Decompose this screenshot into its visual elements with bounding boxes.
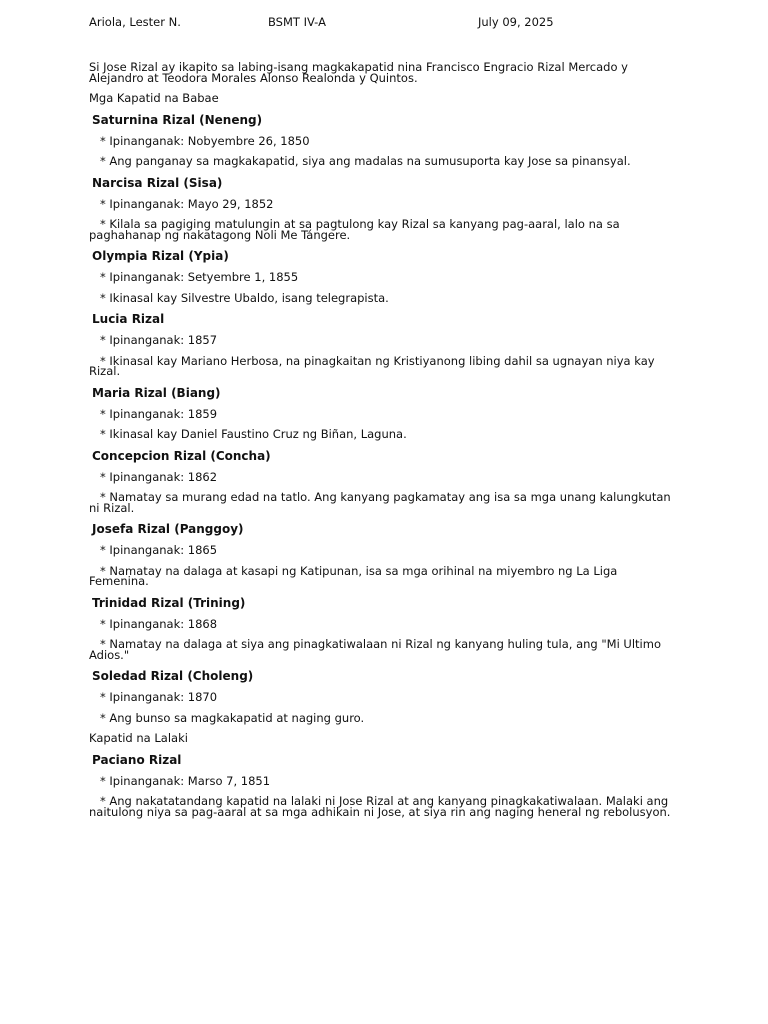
sibling-note: * Ikinasal kay Silvestre Ubaldo, isang telegrapista.	[100, 290, 389, 305]
document-body	[89, 62, 679, 827]
sibling-note: * Namatay na dalaga at siya ang pinagkatiwalaan ni Rizal ng kanyang huling tula, ang "Mi Ultimo Adios."	[89, 637, 661, 662]
sibling-entry	[89, 114, 679, 167]
sibling-entry	[89, 597, 679, 661]
sibling-birth: * Ipinanganak: 1868	[100, 616, 218, 631]
sibling-note: * Ang panganay sa magkakapatid, siya ang madalas na sumusuporta kay Jose sa pinansyal.	[100, 154, 631, 168]
brothers-heading: Kapatid na Lalaki	[89, 731, 188, 745]
sibling-birth: * Ipinanganak: 1870	[100, 690, 218, 704]
sibling-birth: * Ipinanganak: 1859	[100, 406, 218, 421]
sibling-entry	[89, 523, 679, 587]
sibling-entry	[89, 313, 679, 377]
sibling-entry	[89, 250, 679, 303]
sibling-note: * Ikinasal kay Mariano Herbosa, na pinagkaitan ng Kristiyanong libing dahil sa ugnayan niya kay Rizal.	[89, 353, 655, 378]
sibling-name: Josefa Rizal (Panggoy)	[92, 522, 244, 536]
sibling-note: * Namatay na dalaga at kasapi ng Katipunan, isa sa mga orihinal na miyembro ng La Liga Femenina.	[89, 563, 618, 588]
sibling-note: * Ikinasal kay Daniel Faustino Cruz ng Biñan, Laguna.	[100, 427, 407, 441]
sibling-entry	[89, 450, 679, 514]
sibling-name: Narcisa Rizal (Sisa)	[92, 175, 223, 190]
sibling-name: Maria Rizal (Biang)	[92, 385, 221, 400]
sibling-note: * Ang nakatatandang kapatid na lalaki ni Jose Rizal at ang kanyang pinagkakatiwalaan. Malaki ang naitulong niya sa pag-aaral at sa mga adhikain ni Jose, at siya rin ang naging heneral ng rebolusyon.	[89, 794, 671, 819]
sibling-note: * Ang bunso sa magkakapatid at naging guro.	[100, 710, 365, 725]
section-label: BSMT IV-A	[268, 15, 326, 29]
sibling-birth: * Ipinanganak: 1862	[100, 469, 218, 484]
sibling-birth: * Ipinanganak: Marso 7, 1851	[100, 773, 271, 788]
intro-paragraph: Si Jose Rizal ay ikapito sa labing-isang magkakapatid nina Francisco Engracio Rizal Mercado y Alejandro at Teodora Morales Alonso Realonda y Quintos.	[89, 60, 628, 85]
sibling-birth: * Ipinanganak: 1865	[100, 543, 218, 557]
sibling-name: Soledad Rizal (Choleng)	[92, 669, 254, 683]
sibling-entry	[89, 177, 679, 241]
sibling-name: Lucia Rizal	[92, 312, 165, 326]
sibling-name: Saturnina Rizal (Neneng)	[92, 112, 263, 127]
sibling-note: * Namatay sa murang edad na tatlo. Ang kanyang pagkamatay ang isa sa mga unang kalungkutan ni Rizal.	[89, 490, 671, 515]
sibling-name: Paciano Rizal	[92, 752, 182, 767]
sibling-name: Concepcion Rizal (Concha)	[92, 448, 271, 463]
student-name: Ariola, Lester N.	[89, 15, 181, 29]
sibling-name: Trinidad Rizal (Trining)	[92, 595, 246, 610]
sibling-birth: * Ipinanganak: Setyembre 1, 1855	[100, 270, 299, 284]
sibling-birth: * Ipinanganak: 1857	[100, 333, 218, 347]
sibling-note: * Kilala sa pagiging matulungin at sa pagtulong kay Rizal sa kanyang pag-aaral, lalo na sa paghahanap ng nakatagong Noli Me Tángere.	[89, 217, 620, 242]
document-date: July 09, 2025	[478, 15, 554, 29]
sibling-name: Olympia Rizal (Ypia)	[92, 249, 229, 263]
sibling-entry	[89, 387, 679, 440]
sibling-birth: * Ipinanganak: Mayo 29, 1852	[100, 196, 274, 211]
sisters-heading: Mga Kapatid na Babae	[89, 91, 219, 105]
sibling-entry	[89, 670, 679, 723]
sibling-birth: * Ipinanganak: Nobyembre 26, 1850	[100, 133, 310, 148]
sibling-entry	[89, 754, 679, 818]
